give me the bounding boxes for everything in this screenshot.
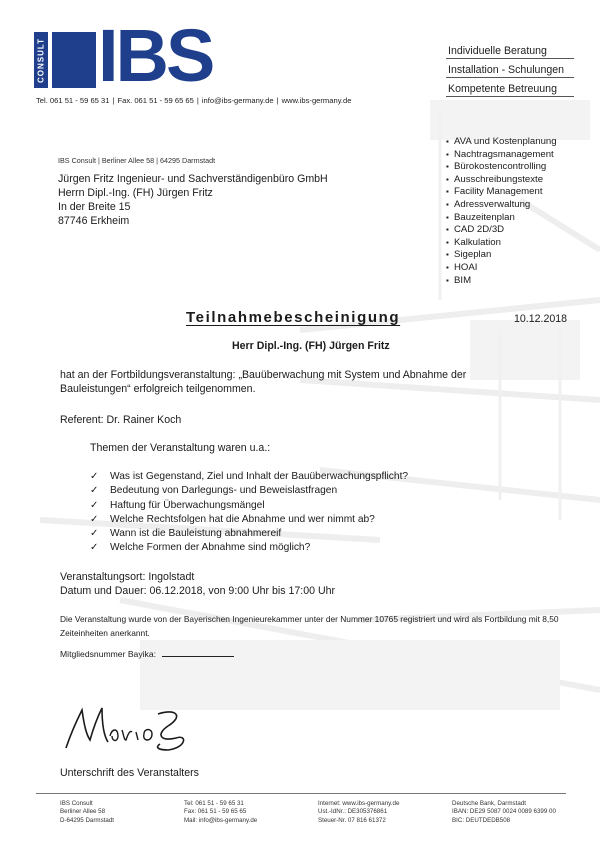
product-item: ▪ Nachtragsmanagement bbox=[446, 149, 557, 162]
footer-line: IBS Consult bbox=[60, 800, 93, 807]
product-item: ▪ Adressverwaltung bbox=[446, 199, 557, 212]
address-line: In der Breite 15 bbox=[58, 201, 131, 213]
product-item: ▪ Bauzeitenplan bbox=[446, 212, 557, 225]
services-divider bbox=[446, 77, 574, 78]
footer-bank bbox=[452, 800, 556, 825]
topic-text: Bedeutung von Darlegungs- und Beweislastfragen bbox=[110, 485, 338, 497]
footer-line: Tel: 061 51 - 59 65 31 bbox=[184, 800, 244, 807]
address-line: 87746 Erkheim bbox=[58, 215, 130, 227]
recipient-address bbox=[58, 172, 328, 228]
logo-ibs: IBS bbox=[98, 14, 213, 97]
topic-item bbox=[90, 513, 408, 527]
check-icon: ✓ bbox=[90, 499, 99, 511]
service-item: Individuelle Beratung bbox=[448, 45, 547, 57]
topic-text: Welche Formen der Abnahme sind möglich? bbox=[110, 542, 311, 554]
check-icon: ✓ bbox=[90, 471, 99, 482]
intro-text: hat an der Fortbildungsveranstaltung: „Bauüberwachung mit System und Abnahme der Bauleistungen“ erfolgreich teilgenommen. bbox=[60, 369, 467, 395]
footer-line: BIC: DEUTDEDB508 bbox=[452, 816, 511, 824]
contact-website[interactable]: www.ibs-germany.de bbox=[281, 96, 352, 105]
logo-block bbox=[52, 32, 96, 88]
footer-line[interactable]: Mail: info@ibs-germany.de bbox=[184, 816, 258, 824]
topic-item bbox=[90, 470, 408, 484]
topics-list bbox=[90, 470, 408, 556]
product-item: ▪ Kalkulation bbox=[446, 237, 557, 250]
header-contact: Tel. 061 51 - 59 65 31 | Fax. 061 51 - 59 65 65 | info@ibs-germany.de | www.ibs-germany.de bbox=[36, 96, 352, 105]
member-number bbox=[60, 648, 234, 659]
member-number-blank bbox=[162, 648, 234, 657]
contact-phone: Tel. 061 51 - 59 65 31 bbox=[36, 96, 110, 105]
services-divider bbox=[446, 58, 574, 59]
product-item: ▪ CAD 2D/3D bbox=[446, 224, 557, 237]
check-icon: ✓ bbox=[90, 485, 99, 497]
product-item: ▪ HOAI bbox=[446, 262, 557, 275]
logo-consult-text: CONSULT bbox=[36, 37, 46, 83]
event-dates: Datum und Dauer: 06.12.2018, von 9:00 Uhr bis 17:00 Uhr bbox=[60, 585, 336, 597]
product-list bbox=[446, 136, 557, 287]
footer-line: Berliner Allee 58 bbox=[60, 808, 106, 816]
topics-heading: Themen der Veranstaltung waren u.a.: bbox=[90, 442, 271, 454]
event-venue: Veranstaltungsort: Ingolstadt bbox=[60, 571, 195, 583]
product-item: ▪ Sigeplan bbox=[446, 249, 557, 262]
footer-tax bbox=[318, 800, 399, 825]
service-item: Installation - Schulungen bbox=[448, 64, 565, 76]
signature-label: Unterschrift des Veranstalters bbox=[60, 767, 199, 779]
product-item: ▪ BIM bbox=[446, 275, 557, 288]
product-item: ▪ Facility Management bbox=[446, 186, 557, 199]
product-item: ▪ Ausschreibungstexte bbox=[446, 174, 557, 187]
footer-contact bbox=[184, 800, 257, 825]
topic-text: Wann ist die Bauleistung abnahmereif bbox=[110, 528, 282, 540]
footer-line: Ust.-IdNr.: DE305376861 bbox=[318, 808, 388, 816]
footer-line: D-64295 Darmstadt bbox=[60, 816, 114, 824]
topic-item bbox=[90, 499, 408, 513]
check-icon: ✓ bbox=[90, 528, 99, 540]
document-title: Teilnahmebescheinigung bbox=[186, 309, 401, 326]
footer-address bbox=[60, 800, 114, 825]
services-list bbox=[448, 42, 564, 99]
address-line: Herrn Dipl.-Ing. (FH) Jürgen Fritz bbox=[58, 187, 213, 199]
topic-item bbox=[90, 527, 408, 541]
product-item: ▪ AVA und Kostenplanung bbox=[446, 136, 557, 149]
footer-line: IBAN: DE29 5087 0024 0089 6399 00 bbox=[452, 808, 556, 816]
topic-text: Welche Rechtsfolgen hat die Abnahme und wer nimmt ab? bbox=[110, 513, 375, 525]
sender-line: IBS Consult | Berliner Allee 58 | 64295 Darmstadt bbox=[58, 156, 216, 165]
footer-line: Steuer-Nr. 07 816 61372 bbox=[318, 816, 386, 824]
footer-line[interactable]: Internet: www.ibs-germany.de bbox=[318, 800, 400, 807]
check-icon: ✓ bbox=[90, 513, 99, 525]
contact-fax: Fax. 061 51 - 59 65 65 bbox=[117, 96, 194, 105]
contact-email[interactable]: info@ibs-germany.de bbox=[201, 96, 274, 105]
registration-note: Die Veranstaltung wurde von der Bayerischen Ingenieurekammer unter der Nummer 10765 registriert und wird als Fortbildung mit 8,50 Zeiteinheiten anerkannt. bbox=[60, 614, 559, 638]
document-date: 10.12.2018 bbox=[514, 313, 568, 325]
address-line: Jürgen Fritz Ingenieur- und Sachverständigenbüro GmbH bbox=[58, 173, 328, 185]
referent: Referent: Dr. Rainer Koch bbox=[60, 414, 182, 426]
footer-line: Fax: 061 51 - 59 65 65 bbox=[184, 808, 247, 816]
topic-text: Was ist Gegenstand, Ziel und Inhalt der Bauüberwachungspflicht? bbox=[110, 471, 409, 482]
topic-item bbox=[90, 484, 408, 498]
check-icon: ✓ bbox=[90, 542, 99, 554]
services-divider bbox=[446, 96, 574, 97]
service-item: Kompetente Betreuung bbox=[448, 83, 557, 95]
footer-divider bbox=[36, 793, 566, 794]
product-item: ▪ Bürokostencontrolling bbox=[446, 161, 557, 174]
member-label: Mitgliedsnummer Bayika: bbox=[60, 649, 156, 659]
topic-item bbox=[90, 541, 408, 555]
signature-mark bbox=[56, 690, 206, 760]
recipient-name: Herr Dipl.-Ing. (FH) Jürgen Fritz bbox=[232, 340, 390, 352]
footer-line: Deutsche Bank, Darmstadt bbox=[452, 800, 526, 807]
topic-text: Haftung für Überwachungsmängel bbox=[110, 499, 265, 511]
